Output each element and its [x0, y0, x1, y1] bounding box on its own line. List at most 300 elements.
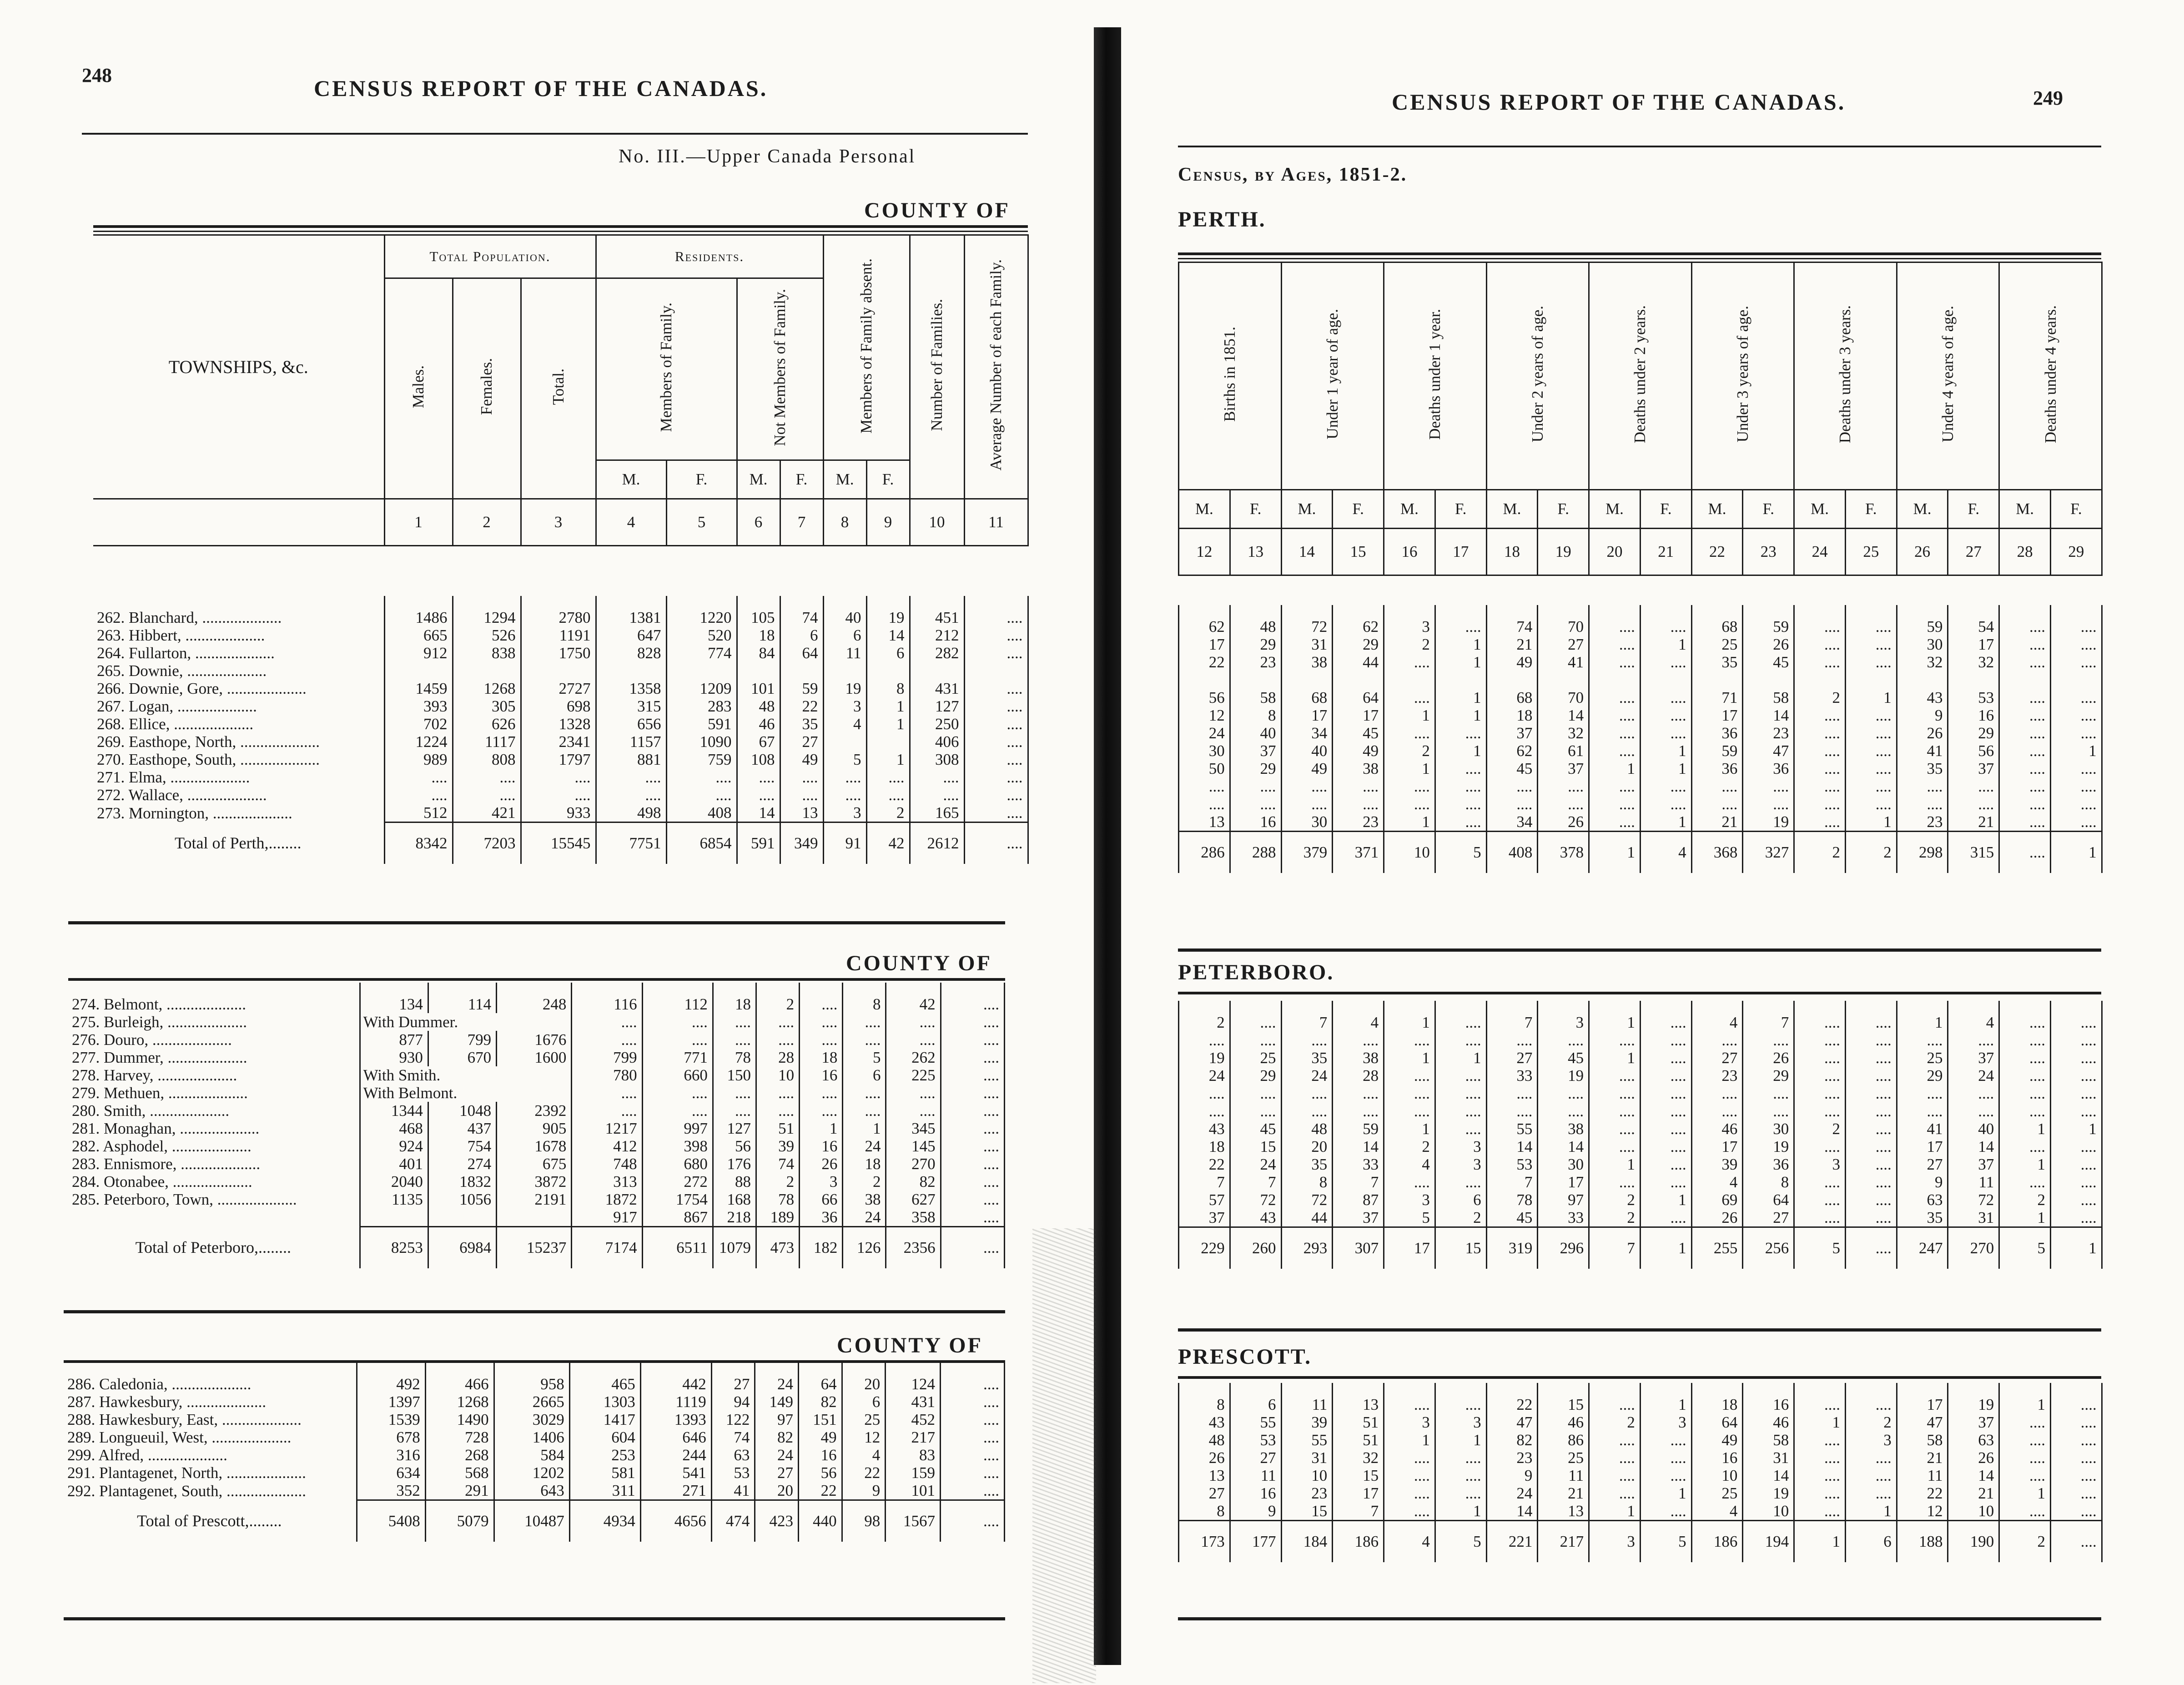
- data-cell: ....: [1999, 1449, 2051, 1467]
- data-cell: 94: [711, 1393, 755, 1411]
- data-cell: ....: [1230, 1085, 1281, 1102]
- data-cell: ....: [910, 768, 964, 786]
- data-cell: 3: [823, 804, 866, 822]
- right-section-peterboro: [1178, 1001, 2103, 1269]
- data-cell: ....: [1743, 1031, 1794, 1049]
- data-cell: 150: [713, 1066, 756, 1084]
- table-row: [1179, 1120, 2102, 1138]
- data-cell: 19: [823, 680, 866, 697]
- data-cell: 1: [843, 1120, 886, 1137]
- data-cell: ....: [2051, 795, 2102, 813]
- data-cell: 26: [1538, 813, 1589, 832]
- data-cell: 5: [823, 751, 866, 768]
- data-cell: 35: [1897, 1209, 1948, 1227]
- data-cell: 24: [755, 1362, 799, 1393]
- table-row: [93, 733, 1028, 751]
- data-cell: ....: [1640, 1049, 1691, 1067]
- data-cell: ....: [1845, 1191, 1897, 1209]
- data-cell: 8: [866, 680, 910, 697]
- data-cell: 27: [1230, 1449, 1281, 1467]
- data-cell: 1832: [428, 1173, 496, 1191]
- table-row: [1179, 1031, 2102, 1049]
- data-cell: ....: [1640, 1031, 1691, 1049]
- data-cell: [1435, 671, 1486, 689]
- data-cell: 6: [823, 626, 866, 644]
- data-cell: 18: [1486, 706, 1538, 724]
- data-cell: 63: [1897, 1191, 1948, 1209]
- total-cell: 15: [1435, 1227, 1486, 1269]
- data-cell: ....: [1845, 1138, 1897, 1155]
- data-cell: ....: [1948, 1031, 1999, 1049]
- data-cell: 2: [866, 804, 910, 822]
- data-cell: 568: [425, 1464, 494, 1482]
- total-cell: 6: [1845, 1521, 1897, 1563]
- data-cell: 31: [1281, 1449, 1333, 1467]
- data-cell: 16: [800, 1137, 843, 1155]
- data-cell: ....: [1794, 1001, 1846, 1031]
- mf-label: M.: [1281, 490, 1333, 529]
- data-cell: ....: [1333, 1085, 1384, 1102]
- mf-label: F.: [1640, 490, 1691, 529]
- data-cell: ....: [1794, 1484, 1846, 1502]
- column-number: 23: [1743, 529, 1794, 575]
- age-column-header: Under 4 years of age.: [1897, 262, 1999, 490]
- data-cell: ....: [1691, 795, 1743, 813]
- data-cell: 72: [1281, 605, 1333, 636]
- data-cell: 11: [823, 644, 866, 662]
- data-cell: [497, 1208, 572, 1227]
- members-absent-header: Members of Family absent.: [823, 235, 910, 460]
- data-cell: ....: [1589, 777, 1641, 795]
- data-cell: 225: [886, 1066, 941, 1084]
- data-cell: 59: [780, 680, 823, 697]
- data-cell: ....: [1999, 777, 2051, 795]
- divider: [68, 921, 1005, 924]
- data-cell: 11: [1897, 1467, 1948, 1484]
- data-cell: 41: [1538, 653, 1589, 671]
- left-section-perth: [93, 596, 1029, 864]
- data-cell: [1897, 671, 1948, 689]
- data-cell: ....: [1589, 706, 1641, 724]
- data-cell: ....: [1589, 1449, 1641, 1467]
- data-cell: 22: [1486, 1383, 1538, 1413]
- total-cell: 188: [1897, 1521, 1948, 1563]
- data-cell: ....: [2051, 1484, 2102, 1502]
- total-cell: 379: [1281, 832, 1333, 873]
- data-cell: 66: [800, 1191, 843, 1208]
- data-cell: ....: [1794, 1383, 1846, 1413]
- data-cell: 8: [1281, 1173, 1333, 1191]
- data-cell: 37: [1230, 742, 1281, 760]
- data-cell: ....: [737, 768, 780, 786]
- data-cell: ....: [1897, 777, 1948, 795]
- data-cell: 16: [1230, 1484, 1281, 1502]
- total-cell: 255: [1691, 1227, 1743, 1269]
- table-row: [1179, 724, 2102, 742]
- data-cell: 74: [711, 1428, 755, 1446]
- data-cell: 1: [1640, 636, 1691, 653]
- data-cell: ....: [1435, 1449, 1486, 1467]
- table-row: [1179, 1102, 2102, 1120]
- data-cell: 37: [1538, 760, 1589, 777]
- table-row: [1179, 777, 2102, 795]
- table-row: [93, 662, 1028, 680]
- data-cell: ....: [1794, 1209, 1846, 1227]
- data-cell: ....: [1794, 1049, 1846, 1067]
- data-cell: ....: [964, 733, 1028, 751]
- data-cell: 5: [843, 1049, 886, 1066]
- data-cell: 2040: [360, 1173, 428, 1191]
- table-row: [64, 1482, 1005, 1500]
- township-name: 288. Hawkesbury, East, ....................: [67, 1411, 302, 1428]
- data-cell: ....: [1640, 1209, 1691, 1227]
- data-cell: 19: [1948, 1383, 1999, 1413]
- data-cell: 78: [713, 1049, 756, 1066]
- data-cell: 17: [1538, 1173, 1589, 1191]
- township-name: 268. Ellice, ....................: [97, 715, 254, 733]
- data-cell: 17: [1897, 1383, 1948, 1413]
- mf-label: M.: [1999, 490, 2051, 529]
- total-cell: 474: [711, 1500, 755, 1542]
- data-cell: 771: [642, 1049, 713, 1066]
- data-cell: 1: [1384, 760, 1435, 777]
- data-cell: 16: [1948, 706, 1999, 724]
- table-row: [68, 1155, 1005, 1173]
- data-cell: 51: [1333, 1431, 1384, 1449]
- total-cell: 1079: [713, 1227, 756, 1269]
- residents-header: Residents.: [596, 235, 823, 278]
- data-cell: 70: [1538, 689, 1589, 706]
- table-row: [1179, 1191, 2102, 1209]
- total-row: [1179, 1521, 2102, 1563]
- data-cell: 36: [1691, 760, 1743, 777]
- total-cell: 368: [1691, 832, 1743, 873]
- data-cell: 21: [1538, 1484, 1589, 1502]
- data-cell: 15: [1281, 1502, 1333, 1521]
- table-row: [1179, 1431, 2102, 1449]
- data-cell: ....: [1384, 724, 1435, 742]
- data-cell: 1: [2051, 1120, 2102, 1138]
- data-cell: 933: [521, 804, 596, 822]
- data-cell: ....: [1435, 605, 1486, 636]
- data-cell: 1: [1999, 1383, 2051, 1413]
- data-cell: 14: [1486, 1138, 1538, 1155]
- data-cell: 680: [642, 1155, 713, 1173]
- data-cell: 37: [1948, 1049, 1999, 1067]
- mf-label: M.: [1897, 490, 1948, 529]
- data-cell: 55: [1281, 1431, 1333, 1449]
- section-label-prescott: PRESCOTT.: [1178, 1345, 1312, 1369]
- not-members-header: Not Members of Family.: [737, 278, 823, 460]
- total-cell: 473: [756, 1227, 800, 1269]
- township-name: 289. Longueuil, West, ....................: [67, 1428, 292, 1446]
- data-cell: 16: [799, 1446, 842, 1464]
- table-row: [64, 1362, 1005, 1393]
- total-cell: 1: [2051, 832, 2102, 873]
- data-cell: 5: [1384, 1209, 1435, 1227]
- total-cell: 182: [800, 1227, 843, 1269]
- data-cell: 1202: [494, 1464, 569, 1482]
- total-label: Total of Prescott,........: [137, 1512, 282, 1530]
- data-cell: ....: [1281, 777, 1333, 795]
- column-number: 2: [453, 499, 521, 546]
- township-name: [68, 1208, 360, 1227]
- data-cell: 23: [1691, 1067, 1743, 1085]
- section-label-perth: PERTH.: [1178, 207, 1266, 232]
- data-cell: 49: [1281, 760, 1333, 777]
- data-cell: 34: [1281, 724, 1333, 742]
- age-column-header: Deaths under 2 years.: [1589, 262, 1692, 490]
- data-cell: ....: [1845, 1155, 1897, 1173]
- data-cell: 774: [666, 644, 737, 662]
- data-cell: 32: [1538, 724, 1589, 742]
- total-cell: 440: [799, 1500, 842, 1542]
- members-of-family-header: Members of Family.: [596, 278, 737, 460]
- data-cell: 39: [1691, 1155, 1743, 1173]
- data-cell: 78: [756, 1191, 800, 1208]
- data-cell: 18: [713, 983, 756, 1013]
- total-row: [68, 1227, 1005, 1269]
- data-cell: ....: [1640, 1001, 1691, 1031]
- data-cell: 2: [1794, 1120, 1846, 1138]
- data-cell: ....: [1999, 689, 2051, 706]
- data-cell: ....: [1999, 813, 2051, 832]
- data-cell: 1344: [360, 1102, 428, 1120]
- data-cell: ....: [800, 1013, 843, 1031]
- data-cell: 53: [1486, 1155, 1538, 1173]
- mf-label: F.: [2051, 490, 2102, 529]
- data-cell: 20: [755, 1482, 799, 1500]
- data-cell: 1: [1589, 1502, 1641, 1521]
- data-cell: ....: [2051, 1431, 2102, 1449]
- data-cell: ....: [384, 786, 453, 804]
- data-cell: 7: [1486, 1173, 1538, 1191]
- data-cell: 393: [384, 697, 453, 715]
- data-cell: 2: [843, 1173, 886, 1191]
- data-cell: ....: [1435, 1067, 1486, 1085]
- data-cell: 59: [1691, 742, 1743, 760]
- total-cell: 2356: [886, 1227, 941, 1269]
- data-cell: 72: [1230, 1191, 1281, 1209]
- data-cell: 64: [1691, 1413, 1743, 1431]
- data-cell: ....: [1794, 1449, 1846, 1467]
- data-cell: 2: [1589, 1209, 1641, 1227]
- data-cell: 1209: [666, 680, 737, 697]
- data-cell: 30: [1743, 1120, 1794, 1138]
- data-cell: 13: [1179, 1467, 1230, 1484]
- table-row: [1179, 1138, 2102, 1155]
- data-cell: 11: [1281, 1383, 1333, 1413]
- data-cell: ....: [2051, 636, 2102, 653]
- data-cell: ....: [1281, 1102, 1333, 1120]
- data-cell: ....: [1691, 1102, 1743, 1120]
- data-cell: 36: [800, 1208, 843, 1227]
- data-cell: 421: [453, 804, 521, 822]
- total-cell: ....: [1845, 1227, 1897, 1269]
- data-cell: 26: [1948, 1449, 1999, 1467]
- data-cell: ....: [1794, 1431, 1846, 1449]
- data-cell: 2: [1589, 1191, 1641, 1209]
- data-cell: 61: [1538, 742, 1589, 760]
- data-cell: 3: [1384, 605, 1435, 636]
- data-cell: ....: [1435, 1484, 1486, 1502]
- total-cell: 17: [1384, 1227, 1435, 1269]
- township-name: 280. Smith, ....................: [72, 1102, 230, 1120]
- data-cell: ....: [941, 1482, 1005, 1500]
- data-cell: [2051, 671, 2102, 689]
- data-cell: [866, 662, 910, 680]
- table-row: [1179, 1001, 2102, 1031]
- data-cell: 24: [843, 1137, 886, 1155]
- table-row: [1179, 1155, 2102, 1173]
- page-number-right: 249: [2033, 87, 2063, 109]
- data-cell: 10: [1743, 1502, 1794, 1521]
- data-cell: 406: [910, 733, 964, 751]
- data-cell: 1090: [666, 733, 737, 751]
- data-cell: [360, 1208, 428, 1227]
- data-cell: ....: [1897, 795, 1948, 813]
- data-cell: ....: [1999, 1067, 2051, 1085]
- data-cell: ....: [713, 1102, 756, 1120]
- township-name: 291. Plantagenet, North, ....................: [67, 1464, 306, 1482]
- data-cell: ....: [572, 1013, 642, 1031]
- data-cell: 358: [886, 1208, 941, 1227]
- mf-label: F.: [1230, 490, 1281, 529]
- data-cell: 59: [1897, 605, 1948, 636]
- data-cell: ....: [2051, 653, 2102, 671]
- data-cell: ....: [1845, 653, 1897, 671]
- divider: [1178, 948, 2101, 952]
- data-cell: 49: [1333, 742, 1384, 760]
- total-cell: 4934: [569, 1500, 640, 1542]
- data-cell: ....: [1333, 777, 1384, 795]
- data-cell: 68: [1691, 605, 1743, 636]
- data-cell: 8: [1179, 1502, 1230, 1521]
- data-cell: ....: [1486, 1102, 1538, 1120]
- data-cell: ....: [941, 1208, 1004, 1227]
- data-cell: ....: [2051, 689, 2102, 706]
- total-cell: 423: [755, 1500, 799, 1542]
- data-cell: ....: [1999, 1001, 2051, 1031]
- column-number: 12: [1179, 529, 1230, 575]
- data-cell: 4: [1948, 1001, 1999, 1031]
- data-cell: 23: [1897, 813, 1948, 832]
- data-cell: ....: [1589, 724, 1641, 742]
- data-cell: ....: [1589, 795, 1641, 813]
- data-cell: 10: [1281, 1467, 1333, 1484]
- column-number: 14: [1281, 529, 1333, 575]
- data-cell: With Smith.: [360, 1066, 572, 1084]
- data-cell: ....: [1640, 1467, 1691, 1484]
- data-cell: ....: [1794, 724, 1846, 742]
- data-cell: 3872: [497, 1173, 572, 1191]
- data-cell: 867: [642, 1208, 713, 1227]
- data-cell: ....: [1589, 1173, 1641, 1191]
- township-name: 271. Elma, ....................: [97, 768, 250, 786]
- data-cell: ....: [642, 1031, 713, 1049]
- data-cell: 2: [756, 1173, 800, 1191]
- divider: [1178, 1617, 2101, 1620]
- data-cell: 2341: [521, 733, 596, 751]
- data-cell: 8: [1179, 1383, 1230, 1413]
- data-cell: 1678: [497, 1137, 572, 1155]
- total-cell: 15237: [497, 1227, 572, 1269]
- data-cell: 29: [1948, 724, 1999, 742]
- total-cell: 408: [1486, 832, 1538, 873]
- data-cell: 3029: [494, 1411, 569, 1428]
- data-cell: 13: [1538, 1502, 1589, 1521]
- data-cell: 253: [569, 1446, 640, 1464]
- data-cell: 27: [1897, 1155, 1948, 1173]
- township-name: 266. Downie, Gore, ....................: [97, 680, 307, 697]
- data-cell: 31: [1281, 636, 1333, 653]
- data-cell: 82: [1486, 1431, 1538, 1449]
- data-cell: ....: [1845, 760, 1897, 777]
- data-cell: 69: [1691, 1191, 1743, 1209]
- column-number: 27: [1948, 529, 1999, 575]
- table-row: [68, 1066, 1005, 1084]
- data-cell: 38: [843, 1191, 886, 1208]
- data-cell: 62: [1179, 605, 1230, 636]
- data-cell: 2: [756, 983, 800, 1013]
- data-cell: 431: [910, 680, 964, 697]
- data-cell: ....: [1384, 653, 1435, 671]
- divider: [1178, 252, 2101, 255]
- data-cell: ....: [1230, 1031, 1281, 1049]
- data-cell: ....: [1384, 777, 1435, 795]
- total-row: [1179, 1227, 2102, 1269]
- data-cell: 754: [428, 1137, 496, 1155]
- data-cell: ....: [1845, 1467, 1897, 1484]
- data-cell: ....: [1948, 1102, 1999, 1120]
- mf-label: F.: [1333, 490, 1384, 529]
- data-cell: 1: [1794, 1413, 1846, 1431]
- data-cell: 6: [1435, 1191, 1486, 1209]
- data-cell: 1: [1640, 813, 1691, 832]
- data-cell: ....: [866, 786, 910, 804]
- township-name: 273. Mornington, ....................: [97, 804, 292, 822]
- township-name: 276. Douro, ....................: [72, 1031, 232, 1049]
- column-number: 25: [1845, 529, 1897, 575]
- table-row: [68, 1137, 1005, 1155]
- data-cell: ....: [964, 751, 1028, 768]
- data-cell: 34: [1486, 813, 1538, 832]
- column-number: 5: [666, 499, 737, 546]
- data-cell: 43: [1179, 1120, 1230, 1138]
- data-cell: ....: [1384, 1449, 1435, 1467]
- data-cell: 526: [453, 626, 521, 644]
- data-cell: 313: [572, 1173, 642, 1191]
- data-cell: ....: [1589, 1120, 1641, 1138]
- data-cell: 1: [1640, 1383, 1691, 1413]
- data-cell: [1281, 671, 1333, 689]
- data-cell: 1117: [453, 733, 521, 751]
- data-cell: 1: [1640, 760, 1691, 777]
- data-cell: 45: [1333, 724, 1384, 742]
- township-name: 272. Wallace, ....................: [97, 786, 267, 804]
- data-cell: 656: [596, 715, 666, 733]
- table-row: [93, 751, 1028, 768]
- data-cell: 4: [1333, 1001, 1384, 1031]
- data-cell: ....: [1384, 1031, 1435, 1049]
- data-cell: ....: [1538, 795, 1589, 813]
- data-cell: ....: [1845, 1383, 1897, 1413]
- data-cell: 14: [1538, 1138, 1589, 1155]
- data-cell: ....: [1999, 724, 2051, 742]
- data-cell: ....: [1794, 813, 1846, 832]
- data-cell: 1600: [497, 1049, 572, 1066]
- data-cell: 97: [755, 1411, 799, 1428]
